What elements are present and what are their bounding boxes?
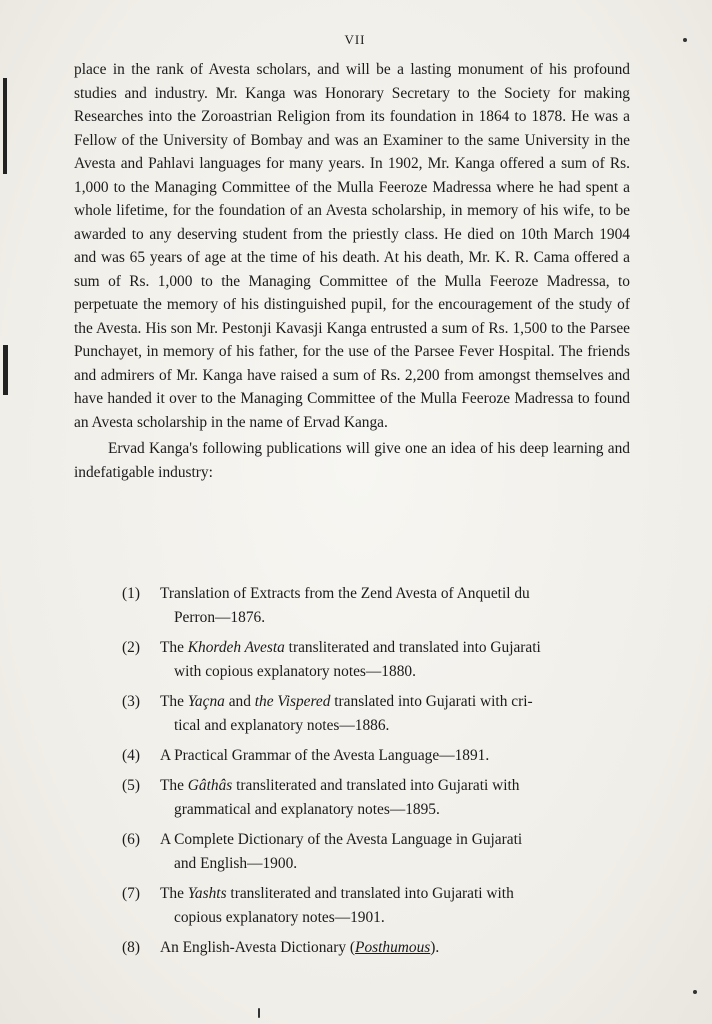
item-line: Translation of Extracts from the Zend Avesta of Anquetil du xyxy=(160,585,530,602)
item-number: (6) xyxy=(122,831,140,848)
item-text xyxy=(160,636,632,684)
list-item xyxy=(122,582,632,630)
item-text xyxy=(160,828,632,876)
item-continuation: copious explanatory notes—1901. xyxy=(174,909,385,926)
item-number: (7) xyxy=(122,885,140,902)
list-item xyxy=(122,636,632,684)
item-line: transliterated and translated into Gujarati with xyxy=(232,777,520,794)
paragraph-2: Ervad Kanga's following publications will give one an idea of his deep learning and indefatigable industry: xyxy=(74,440,630,481)
item-line: The xyxy=(160,777,188,794)
item-text xyxy=(160,936,632,960)
item-title: Yashts xyxy=(187,885,227,902)
item-continuation: grammatical and explanatory notes—1895. xyxy=(174,801,440,818)
ink-speck xyxy=(693,990,697,994)
item-title: Gâthâs xyxy=(187,777,233,794)
item-number: (2) xyxy=(122,639,140,656)
item-line: transliterated and translated into Gujarati with xyxy=(226,885,514,902)
item-continuation: with copious explanatory notes—1880. xyxy=(174,663,416,680)
list-item xyxy=(122,744,632,768)
item-line: A Complete Dictionary of the Avesta Language in Gujarati xyxy=(160,831,523,848)
item-number: (5) xyxy=(122,777,140,794)
item-text xyxy=(160,744,632,768)
list-item xyxy=(122,936,632,960)
item-title: the Vispered xyxy=(254,693,331,710)
item-line: transliterated and translated into Gujarati xyxy=(284,639,541,656)
item-text xyxy=(160,690,632,738)
item-text xyxy=(160,774,632,822)
item-text xyxy=(160,582,632,630)
item-continuation: and English—1900. xyxy=(174,855,298,872)
ink-speck xyxy=(683,38,687,42)
publications-list xyxy=(122,582,632,966)
body-text xyxy=(74,58,630,484)
item-line: translated into Gujarati with cri- xyxy=(330,693,533,710)
ink-speck xyxy=(258,1008,260,1018)
item-line: The xyxy=(160,885,188,902)
item-text xyxy=(160,882,632,930)
binding-edge-mark xyxy=(3,78,7,174)
item-number: (1) xyxy=(122,585,140,602)
item-line: The xyxy=(160,693,188,710)
paragraph-1: place in the rank of Avesta scholars, and will be a lasting monument of his profound studies and industry. Mr. Kanga was Honorary Secretary to the Society for making Researches into the Zoroastrian Religion from its foundation in 1864 to 1878. He was a Fellow of the University of Bombay and was an Examiner to the same University in the Avesta and Pahlavi languages for many years. In 1902, Mr. Kanga offered a sum of Rs. 1,000 to the Managing Committee of the Mulla Feeroze Madressa where he had spent a whole lifetime, for the foundation of an Avesta scholarship, in memory of his wife, to be awarded to any deserving student from the priestly class. He died on 10th March 1904 and was 65 years of age at the time of his death. At his death, Mr. K. R. Cama offered a sum of Rs. 1,000 to the Managing Committee of the Mulla Feeroze Madressa, to perpetuate the memory of his distinguished pupil, for the encouragement of the study of the Avesta. His son Mr. Pestonji Kavasji Kanga entrusted a sum of Rs. 1,500 to the Parsee Punchayet, in memory of his father, for the use of the Parsee Fever Hospital. The friends and admirers of Mr. Kanga have raised a sum of Rs. 2,200 from amongst themselves and have handed it over to the Managing Committee of the Mulla Feeroze Madressa to found an Avesta scholarship in the name of Ervad Kanga. xyxy=(74,61,630,431)
item-number: (8) xyxy=(122,939,140,956)
item-line: The xyxy=(160,639,188,656)
item-number: (3) xyxy=(122,693,140,710)
item-title: Posthumous xyxy=(355,939,431,956)
item-continuation: tical and explanatory notes—1886. xyxy=(174,717,390,734)
item-line: An English-Avesta Dictionary ( xyxy=(160,939,356,956)
list-item xyxy=(122,828,632,876)
item-title: Yaçna xyxy=(187,693,225,710)
item-continuation: Perron—1876. xyxy=(174,609,266,626)
item-line: and xyxy=(224,693,255,710)
item-line: ). xyxy=(430,939,440,956)
item-title: Khordeh Avesta xyxy=(187,639,285,656)
item-number: (4) xyxy=(122,747,140,764)
list-item xyxy=(122,690,632,738)
list-item xyxy=(122,882,632,930)
list-item xyxy=(122,774,632,822)
binding-edge-mark xyxy=(3,345,8,395)
page-number: VII xyxy=(344,32,366,47)
item-line: A Practical Grammar of the Avesta Language—1891. xyxy=(160,747,490,764)
